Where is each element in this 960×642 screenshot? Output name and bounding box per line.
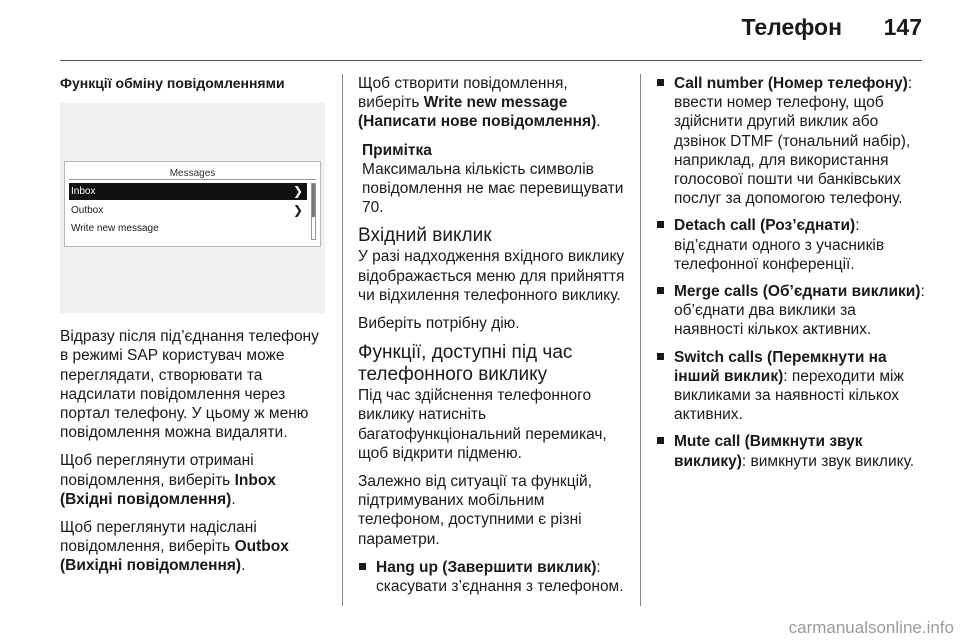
bullet-item: Detach call (Роз’єднати): від’єднати одного з учасників телефонної конференції.	[656, 216, 926, 274]
note-label: Примітка	[362, 141, 432, 159]
note-block	[358, 141, 628, 218]
menu-item-label: Inbox	[71, 186, 96, 198]
bullet-item: Mute call (Вимкнути звук виклику): вимкнути звук виклику.	[656, 432, 926, 470]
bullet-item: Merge calls (Об’єднати виклики): об’єднати два виклики за наявності кількох активних.	[656, 282, 926, 340]
page-number: 147	[883, 14, 922, 40]
bullet-square-icon	[657, 437, 664, 444]
bullet-square-icon	[657, 287, 664, 294]
bullet-square-icon	[657, 353, 664, 360]
menu-item-label: Write new message	[71, 223, 159, 235]
page-header	[0, 0, 960, 62]
note-text: Максимальна кількість символів повідомлення не має перевищувати 70.	[362, 160, 624, 217]
messages-menu-title: Messages	[169, 168, 216, 180]
menu-title-rule	[69, 179, 316, 180]
chevron-right-icon: ❯	[292, 203, 303, 218]
watermark: carmanualsonline.info	[788, 618, 954, 637]
section-heading: Вхідний виклик	[358, 225, 492, 247]
column-divider	[640, 74, 641, 606]
bullet-square-icon	[657, 79, 664, 86]
bullet-item: Call number (Номер телефону): ввести номер телефону, щоб здійснити другий виклик або дзвінок DTMF (тональний набір), наприклад, для використання голосової пошти чи банківських послуг за допомогою телефону.	[656, 74, 926, 208]
messages-menu-panel	[64, 161, 321, 247]
menu-item-label: Outbox	[71, 205, 104, 217]
paragraph: Залежно від ситуації та функцій, підтримуваних мобільним телефоном, доступними є різні параметри.	[358, 473, 592, 548]
section-heading: Функції, доступні під час телефонного виклику	[358, 342, 573, 386]
column-3	[656, 74, 926, 479]
menu-scrollbar-thumb	[312, 184, 315, 217]
column-1	[60, 74, 330, 585]
paragraph: Щоб переглянути надіслані повідомлення, виберіть Outbox (Вихідні повідомлення).	[60, 519, 289, 575]
bullet-item: Hang up (Завершити виклик): скасувати з’єднання з телефоном.	[358, 558, 628, 596]
bullet-square-icon	[359, 563, 366, 570]
paragraph: Щоб переглянути отримані повідомлення, виберіть Inbox (Вхідні повідомлення).	[60, 452, 276, 508]
column-divider	[342, 74, 343, 606]
paragraph: У разі надходження вхідного виклику відображається меню для прийняття чи відхилення телефонного виклику.	[358, 248, 625, 304]
paragraph: Виберіть потрібну дію.	[358, 315, 520, 333]
messages-screen-figure	[60, 103, 325, 313]
paragraph: Щоб створити повідомлення, виберіть Write new message (Написати нове повідомлення).	[358, 75, 601, 131]
section-heading: Функції обміну повідомленнями	[60, 75, 285, 91]
menu-item-inbox	[69, 183, 307, 200]
menu-scrollbar	[311, 183, 316, 240]
column-2	[358, 74, 628, 604]
chevron-right-icon: ❯	[292, 184, 303, 199]
page-title: Телефон	[741, 14, 842, 40]
bullet-item: Switch calls (Перемкнути на інший виклик): переходити між викликами за наявності кількох активних.	[656, 348, 926, 425]
paragraph: Відразу після під’єднання телефону в режимі SAP користувач може переглядати, створювати та надсилати повідомлення через портал телефону. У цьому ж меню повідомлення можна видаляти.	[60, 328, 319, 442]
menu-item-write-new-message	[69, 220, 307, 237]
menu-item-outbox	[69, 202, 307, 219]
paragraph: Під час здійснення телефонного виклику натисніть багатофункціональний перемикач, щоб відкрити підменю.	[358, 387, 607, 462]
bullet-square-icon	[657, 221, 664, 228]
header-rule	[60, 60, 922, 61]
